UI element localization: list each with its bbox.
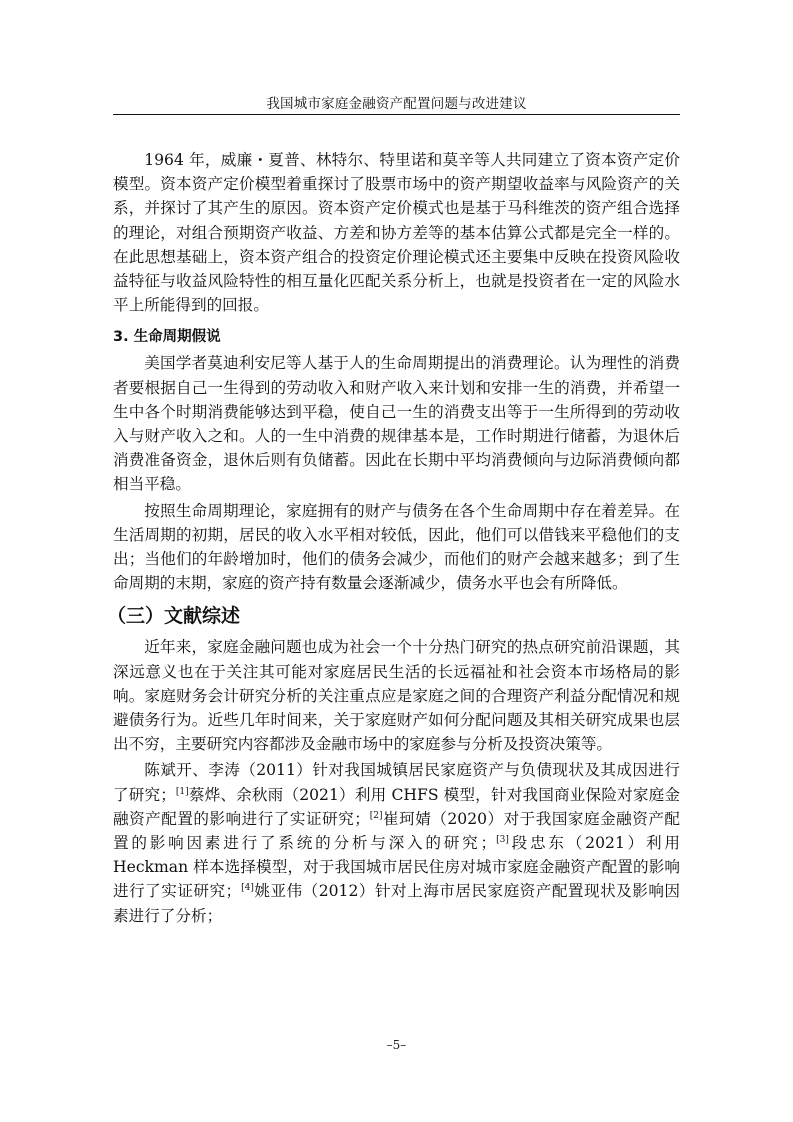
page-body [107, 148, 680, 928]
paragraph-life-cycle-theory: 美国学者莫迪利安尼等人基于人的生命周期提出的消费理论。认为理性的消费者要根据自己一生得到的劳动收入和财产收入来计划和安排一生的消费，并希望一生中各个时期消费能够达到平稳，使自己一生的消费支出等于一生所得到的劳动收入与财产收入之和。人的一生中消费的规律基本是，工作时期进行储蓄，为退休后消费准备资金，退休后则有负储蓄。因此在长期中平均消费倾向与边际消费倾向都相当平稳。 [113, 354, 680, 494]
page-number: –5– [386, 1038, 407, 1052]
subheading-life-cycle: 3. 生命周期假说 [113, 329, 221, 346]
citation-ref-1: [1] [175, 786, 189, 797]
header-divider [113, 114, 680, 115]
study-yao: 姚亚伟（2012）针对上海市居民家庭资产配置现状及影响因素进行了分析； [113, 882, 680, 925]
citation-ref-2: [2] [369, 810, 383, 821]
paragraph-capm: 1964 年，威廉・夏普、林特尔、特里诺和莫辛等人共同建立了资本资产定价模型。资本资产定价模型着重探讨了股票市场中的资产期望收益率与风险资产的关系，并探讨了其产生的原因。资本资产定价模式也是基于马科维茨的资产组合选择的理论，对组合预期资产收益、方差和协方差等的基本估算公式都是完全一样的。在此思想基础上，资本资产组合的投资定价理论模式还主要集中反映在投资风险收益特征与收益风险特性的相互量化匹配关系分析上，也就是投资者在一定的风险水平上所能得到的回报。 [113, 151, 680, 315]
citation-ref-4: [4] [241, 883, 254, 894]
study-cui: 崔珂婧（2020）对于我国家庭金融资产配置的影响因素进行了系统的分析与深入的研究； [113, 809, 680, 853]
running-header: 我国城市家庭金融资产配置问题与改进建议 [266, 96, 527, 112]
section-heading-literature-review: （三）文献综述 [107, 605, 241, 628]
paragraph-life-cycle-assets: 按照生命周期理论，家庭拥有的财产与债务在各个生命周期中存在着差异。在生活周期的初期，居民的收入水平相对较低，因此，他们可以借钱来平稳他们的支出；当他们的年龄增加时，他们的债务会减少，而他们的财产会越来越多；到了生命周期的末期，家庭的资产持有数量会逐渐减少，债务水平也会有所降低。 [113, 501, 680, 593]
paragraph-household-finance: 近年来，家庭金融问题也成为社会一个十分热门研究的热点研究前沿课题，其深远意义也在于关注其可能对家庭居民生活的长远福祉和社会资本市场格局的影响。家庭财务会计研究分析的关注重点应是家庭之间的合理资产利益分配情况和规避债务行为。近些几年时间来，关于家庭财产如何分配问题及其相关研究成果也层出不穷，主要研究内容都涉及金融市场中的家庭参与分析及投资决策等。 [113, 638, 680, 754]
study-chen-li: 陈斌开、李涛（2011）针对我国城镇居民家庭资产与负债现状及其成因进行了研究； [113, 761, 680, 804]
study-cai-yu: 蔡烨、余秋雨（2021）利用 CHFS 模型，针对我国商业保险对家庭金融资产配置的影响进行了实证研究； [113, 785, 680, 828]
paragraph-prior-studies [113, 758, 680, 927]
citation-ref-3: [3] [496, 835, 509, 846]
study-duan: 段忠东（2021）利用 Heckman 样本选择模型，对于我国城市居民住房对城市家庭金融资产配置的影响进行了实证研究； [113, 834, 680, 901]
